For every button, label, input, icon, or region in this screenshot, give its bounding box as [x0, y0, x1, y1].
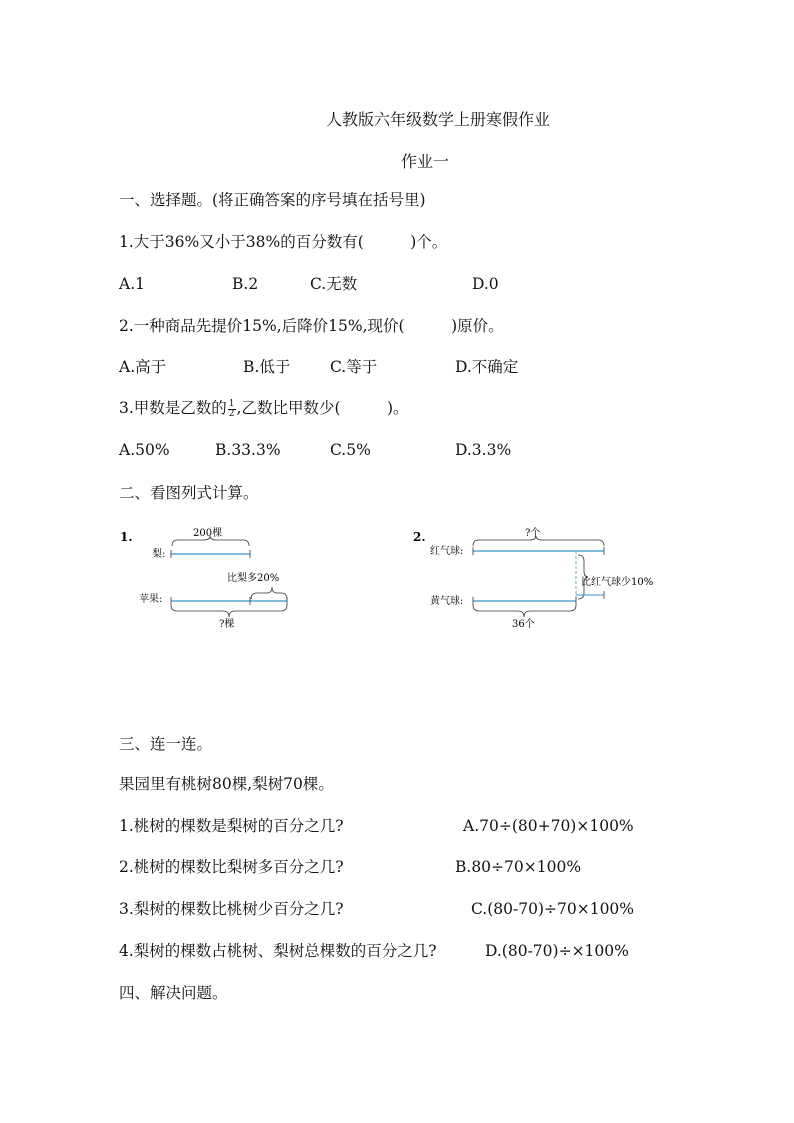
q1-option-d: D.0	[472, 275, 499, 293]
fig2-extra-label: 比红气球少10%	[581, 577, 654, 588]
fig1-number: 1.	[120, 530, 133, 544]
q2-option-d: D.不确定	[455, 358, 519, 376]
fig2-row1-label: 红气球:	[430, 546, 464, 557]
q1-option-a: A.1	[119, 275, 145, 293]
page-title: 人教版六年级数学上册寒假作业	[326, 110, 551, 129]
section3-intro: 果园里有桃树80棵,梨树70棵。	[119, 775, 334, 793]
fig2-bottom-label: 36个	[512, 619, 535, 630]
fig1-bottom-brace	[171, 605, 287, 617]
section1-heading: 一、选择题。(将正确答案的序号填在括号里)	[119, 191, 426, 209]
q3-text-before: 3.甲数是乙数的	[119, 399, 227, 417]
fig1-row2-label: 苹果:	[139, 594, 163, 605]
figure2-diagram	[408, 525, 673, 630]
fig2-bottom-brace	[473, 605, 576, 617]
section2-heading: 二、看图列式计算。	[119, 484, 259, 502]
q3-option-d: D.3.3%	[455, 441, 512, 459]
match-question-4: 4.梨树的棵数占桃树、梨树总棵数的百分之几?	[119, 942, 437, 960]
fig2-number: 2.	[413, 530, 426, 544]
section4-heading: 四、解决问题。	[119, 984, 228, 1002]
q3-fraction	[228, 400, 236, 419]
q2-option-b: B.低于	[243, 358, 291, 376]
page-subtitle: 作业一	[401, 152, 450, 171]
fig1-extra-brace	[251, 587, 287, 599]
q3-frac-num: 1	[228, 398, 235, 409]
match-answer-c: C.(80-70)÷70×100%	[471, 900, 635, 918]
q3-option-a: A.50%	[119, 441, 170, 459]
q3-frac-den: 2	[228, 408, 235, 419]
q1-option-c: C.无数	[310, 275, 358, 293]
fig1-top-brace	[172, 536, 249, 546]
match-answer-a: A.70÷(80+70)×100%	[463, 817, 634, 835]
q1-text: 1.大于36%又小于38%的百分数有( )个。	[119, 233, 448, 251]
fig1-top-label: 200棵	[193, 528, 223, 539]
fig2-row2-label: 黄气球:	[430, 596, 464, 607]
match-answer-d: D.(80-70)÷×100%	[485, 942, 629, 960]
match-question-2: 2.桃树的棵数比梨树多百分之几?	[119, 858, 344, 876]
match-question-1: 1.桃树的棵数是梨树的百分之几?	[119, 817, 344, 835]
fig1-row1-label: 梨:	[152, 549, 166, 560]
q3-text-after: ,乙数比甲数少( )。	[236, 399, 409, 417]
fig1-extra-label: 比梨多20%	[227, 573, 280, 584]
match-answer-b: B.80÷70×100%	[455, 858, 582, 876]
q2-option-a: A.高于	[119, 358, 167, 376]
q2-option-c: C.等于	[330, 358, 378, 376]
q3-option-b: B.33.3%	[215, 441, 281, 459]
q2-text: 2.一种商品先提价15%,后降价15%,现价( )原价。	[119, 317, 504, 335]
fig1-bottom-label: ?棵	[219, 619, 235, 630]
q1-option-b: B.2	[232, 275, 259, 293]
q3-text	[119, 398, 409, 419]
figure1-diagram	[115, 525, 330, 630]
q3-option-c: C.5%	[330, 441, 371, 459]
match-question-3: 3.梨树的棵数比桃树少百分之几?	[119, 900, 344, 918]
section3-heading: 三、连一连。	[119, 735, 213, 753]
fig2-top-label: ?个	[525, 528, 541, 539]
